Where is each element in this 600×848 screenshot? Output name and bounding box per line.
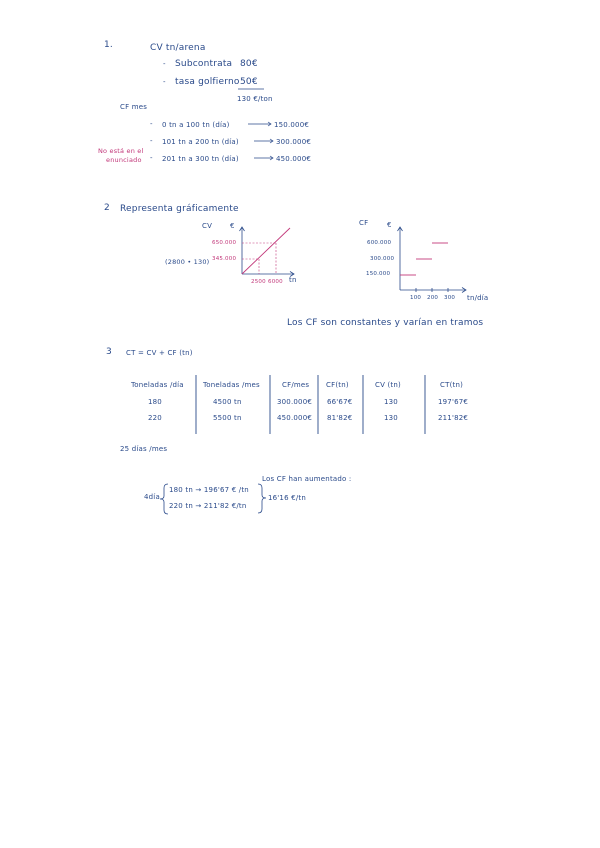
- cf-value-2: 300.000€: [276, 138, 312, 146]
- dash: -: [150, 137, 153, 145]
- subcontrata-label: Subcontrata: [175, 59, 233, 69]
- table-cell: 5500 tn: [213, 414, 242, 422]
- cv-y-tick-345000: 345.000: [212, 256, 237, 262]
- margin-note-line-1: No está en el: [98, 147, 144, 155]
- cf-y-tick-600000: 600.000: [367, 240, 392, 246]
- left-brace: [160, 484, 168, 514]
- tasa-value: 50€: [240, 77, 258, 87]
- bracket-left-label: 4día: [144, 493, 160, 501]
- cf-chart-axes: [398, 227, 467, 293]
- days-per-month: 25 días /mes: [120, 445, 168, 453]
- table-cell: 66'67€: [327, 398, 353, 406]
- bracket-line-1: 180 tn → 196'67 € /tn: [169, 486, 249, 494]
- cf-value-3: 450.000€: [276, 155, 312, 163]
- cv-chart-label: CV: [202, 222, 213, 230]
- ct-formula: CT = CV + CF (tn): [126, 349, 193, 357]
- table-cell: 197'67€: [438, 398, 469, 406]
- table-cell: 450.000€: [277, 414, 313, 422]
- bracket-result: 16'16 €/tn: [268, 494, 306, 502]
- right-brace: [258, 484, 266, 513]
- cv-y-tick-650000: 650.000: [212, 240, 237, 246]
- dash: -: [150, 154, 153, 162]
- section-1-number: 1.: [104, 40, 113, 50]
- cf-x-unit: tn/día: [467, 294, 489, 302]
- cv-heading: CV tn/arena: [150, 43, 206, 53]
- bracket-line-2: 220 tn → 211'82 €/tn: [169, 502, 247, 510]
- cf-chart-euro: €: [387, 221, 392, 229]
- cv-total: 130 €/ton: [237, 95, 273, 103]
- dash: -: [163, 78, 166, 86]
- bracket-note: Los CF han aumentado :: [262, 475, 352, 483]
- margin-note-line-2: enunciado: [106, 156, 142, 164]
- cf-chart-label: CF: [359, 219, 369, 227]
- table-cell: 300.000€: [277, 398, 313, 406]
- table-cell: 220: [148, 414, 162, 422]
- cv-x-tick-2500: 2500: [251, 279, 266, 285]
- section-2-caption: Los CF son constantes y varían en tramos: [287, 318, 484, 328]
- cf-range-3: 201 tn a 300 tn (día): [162, 155, 239, 163]
- table-cell: 180: [148, 398, 162, 406]
- cf-x-tick-200: 200: [427, 295, 439, 301]
- section-2-number: 2: [104, 203, 110, 213]
- cf-heading: CF mes: [120, 103, 148, 111]
- cf-x-tick-300: 300: [444, 295, 456, 301]
- subcontrata-value: 80€: [240, 59, 258, 69]
- cf-y-tick-300000: 300.000: [370, 256, 395, 262]
- table-header-tdia: Toneladas /día: [131, 381, 184, 389]
- table-header-cvtn: CV (tn): [375, 381, 401, 389]
- cf-range-2: 101 tn a 200 tn (día): [162, 138, 239, 146]
- cf-y-tick-150000: 150.000: [366, 271, 391, 277]
- cf-x-tick-100: 100: [410, 295, 422, 301]
- table-header-tmes: Toneladas /mes: [203, 381, 260, 389]
- table-cell: 4500 tn: [213, 398, 242, 406]
- cf-arrows: [248, 122, 273, 160]
- cf-range-1: 0 tn a 100 tn (día): [162, 121, 230, 129]
- table-cell: 130: [384, 414, 398, 422]
- section-3-number: 3: [106, 347, 112, 357]
- table-cell: 211'82€: [438, 414, 469, 422]
- cv-x-tick-6000: 6000: [268, 279, 283, 285]
- cf-steps: [400, 243, 448, 275]
- cv-line: [242, 228, 290, 274]
- tasa-label: tasa golfierno: [175, 77, 240, 87]
- table-cell: 81'82€: [327, 414, 353, 422]
- dash: -: [150, 120, 153, 128]
- table-header-cfmes: CF/mes: [282, 381, 310, 389]
- section-2-title: Representa gráficamente: [120, 204, 239, 214]
- cv-chart-euro: €: [230, 222, 235, 230]
- cv-left-note: (2800 • 130): [165, 258, 210, 266]
- table-header-cftn: CF(tn): [326, 381, 349, 389]
- table-header-cttn: CT(tn): [440, 381, 464, 389]
- table-cell: 130: [384, 398, 398, 406]
- cv-x-unit: tn: [289, 276, 297, 284]
- cf-value-1: 150.000€: [274, 121, 310, 129]
- dash: -: [163, 60, 166, 68]
